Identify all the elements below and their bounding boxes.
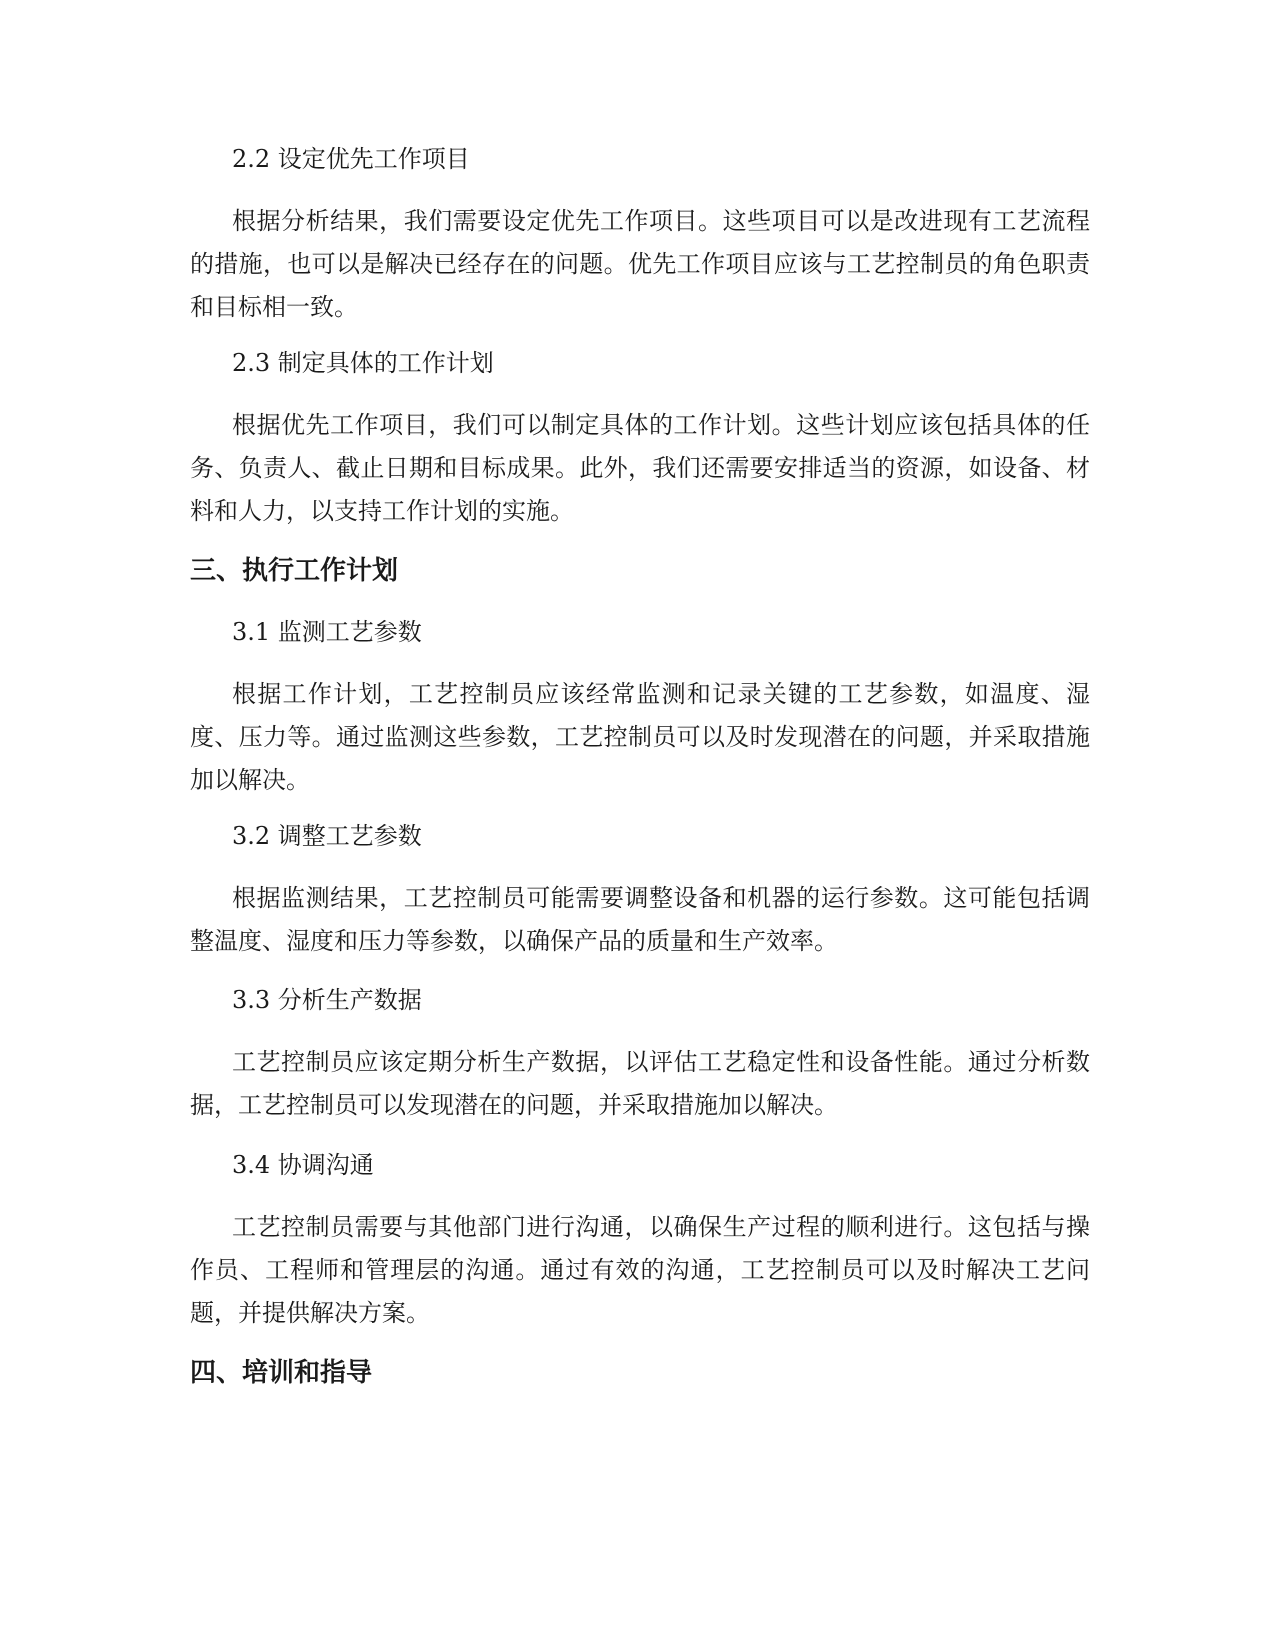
subsection-title-2-2: 2.2 设定优先工作项目	[232, 145, 470, 173]
paragraph-3-4: 工艺控制员需要与其他部门进行沟通，以确保生产过程的顺利进行。这包括与操作员、工程师和管理层的沟通。通过有效的沟通，工艺控制员可以及时解决工艺问题，并提供解决方案。	[190, 1213, 1090, 1327]
section-heading-4: 四、培训和指导	[190, 1358, 373, 1388]
paragraph-3-2: 根据监测结果，工艺控制员可能需要调整设备和机器的运行参数。这可能包括调整温度、湿度和压力等参数，以确保产品的质量和生产效率。	[190, 884, 1090, 955]
subsection-title-3-4: 3.4 协调沟通	[232, 1151, 374, 1179]
section-heading-3: 三、执行工作计划	[190, 556, 399, 586]
paragraph-3-3: 工艺控制员应该定期分析生产数据，以评估工艺稳定性和设备性能。通过分析数据，工艺控制员可以发现潜在的问题，并采取措施加以解决。	[190, 1048, 1090, 1119]
paragraph-2-2: 根据分析结果，我们需要设定优先工作项目。这些项目可以是改进现有工艺流程的措施，也可以是解决已经存在的问题。优先工作项目应该与工艺控制员的角色职责和目标相一致。	[190, 207, 1090, 321]
subsection-title-3-1: 3.1 监测工艺参数	[232, 618, 422, 646]
subsection-title-3-3: 3.3 分析生产数据	[232, 986, 422, 1014]
subsection-title-2-3: 2.3 制定具体的工作计划	[232, 349, 494, 377]
paragraph-2-3: 根据优先工作项目，我们可以制定具体的工作计划。这些计划应该包括具体的任务、负责人、截止日期和目标成果。此外，我们还需要安排适当的资源，如设备、材料和人力，以支持工作计划的实施。	[190, 411, 1090, 525]
paragraph-3-1: 根据工作计划，工艺控制员应该经常监测和记录关键的工艺参数，如温度、湿度、压力等。通过监测这些参数，工艺控制员可以及时发现潜在的问题，并采取措施加以解决。	[190, 680, 1090, 794]
subsection-title-3-2: 3.2 调整工艺参数	[232, 822, 422, 850]
